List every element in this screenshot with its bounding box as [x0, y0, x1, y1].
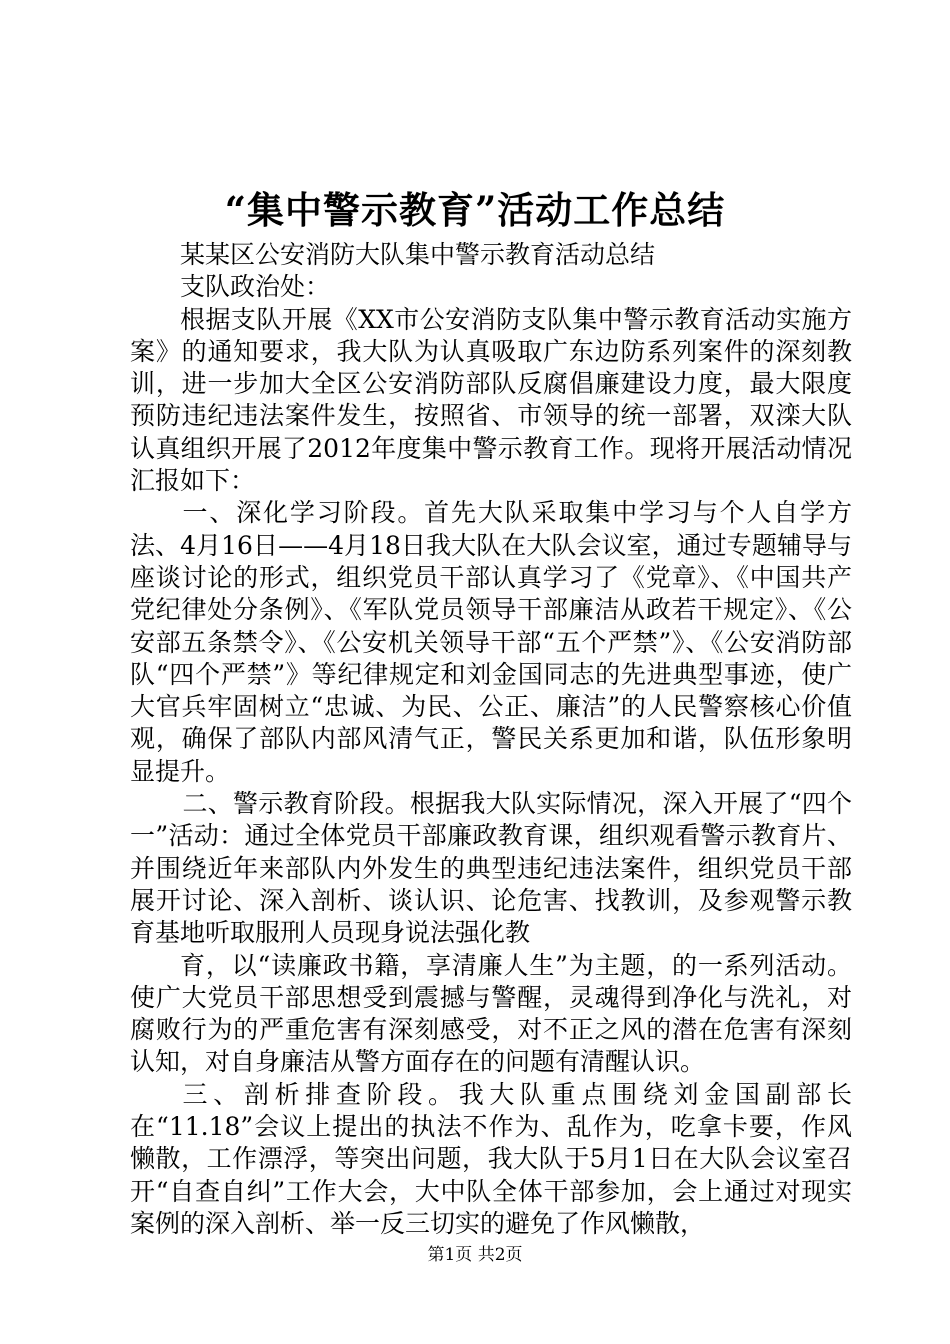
paragraph-subtitle: 某某区公安消防大队集中警示教育活动总结 — [180, 240, 656, 269]
paragraph-section-2-continued: 育，以“读廉政书籍，享清廉人生”为主题，的一系列活动。使广大党员干部思想受到震撼与警醒，灵魂得到净化与洗礼，对腐败行为的严重危害有深刻感受，对不正之风的潜在危害有深刻认知，对自身廉洁从警方面存在的问题有清醒认识。 — [130, 950, 852, 1077]
page-number-footer: 第1页 共2页 — [427, 1245, 523, 1265]
paragraph-salutation: 支队政治处： — [180, 272, 331, 302]
document-title: “集中警示教育”活动工作总结 — [224, 188, 726, 232]
paragraph-intro: 根据支队开展《XX市公安消防支队集中警示教育活动实施方案》的通知要求，我大队为认真吸取广东边防系列案件的深刻教训，进一步加大全区公安消防部队反腐倡廉建设力度，最大限度预防违纪违法案件发生，按照省、市领导的统一部署，双滦大队认真组织开展了2012年度集中警示教育工作。现将开展活动情况汇报如下： — [130, 304, 852, 496]
paragraph-section-3: 三、剖析排查阶段。我大队重点围绕刘金国副部长在“11.18”会议上提出的执法不作为、乱作为，吃拿卡要，作风懒散，工作漂浮，等突出问题，我大队于5月1日在大队会议室召开“自查自纠”工作大会，大中队全体干部参加，会上通过对现实案例的深入剖析、举一反三切实的避免了作风懒散， — [130, 1079, 852, 1238]
paragraph-section-1: 一、深化学习阶段。首先大队采取集中学习与个人自学方法、4月16日——4月18日我大队在大队会议室，通过专题辅导与座谈讨论的形式，组织党员干部认真学习了《党章》、《中国共产党纪律处分条例》、《军队党员领导干部廉洁从政若干规定》、《公安部五条禁令》、《公安机关领导干部“五个严禁”》、《公安消防部队“四个严禁”》等纪律规定和刘金国同志的先进典型事迹，使广大官兵牢固树立“忠诚、为民、公正、廉洁”的人民警察核心价值观，确保了部队内部风清气正，警民关系更加和谐，队伍形象明显提升。 — [130, 498, 852, 786]
document-body — [130, 239, 852, 1240]
paragraph-section-2: 二、警示教育阶段。根据我大队实际情况，深入开展了“四个一”活动：通过全体党员干部廉政教育课，组织观看警示教育片、并围绕近年来部队内外发生的典型违纪违法案件，组织党员干部展开讨论、深入剖析、谈认识、论危害、找教训，及参观警示教育基地听取服刑人员现身说法强化教 — [130, 789, 852, 948]
